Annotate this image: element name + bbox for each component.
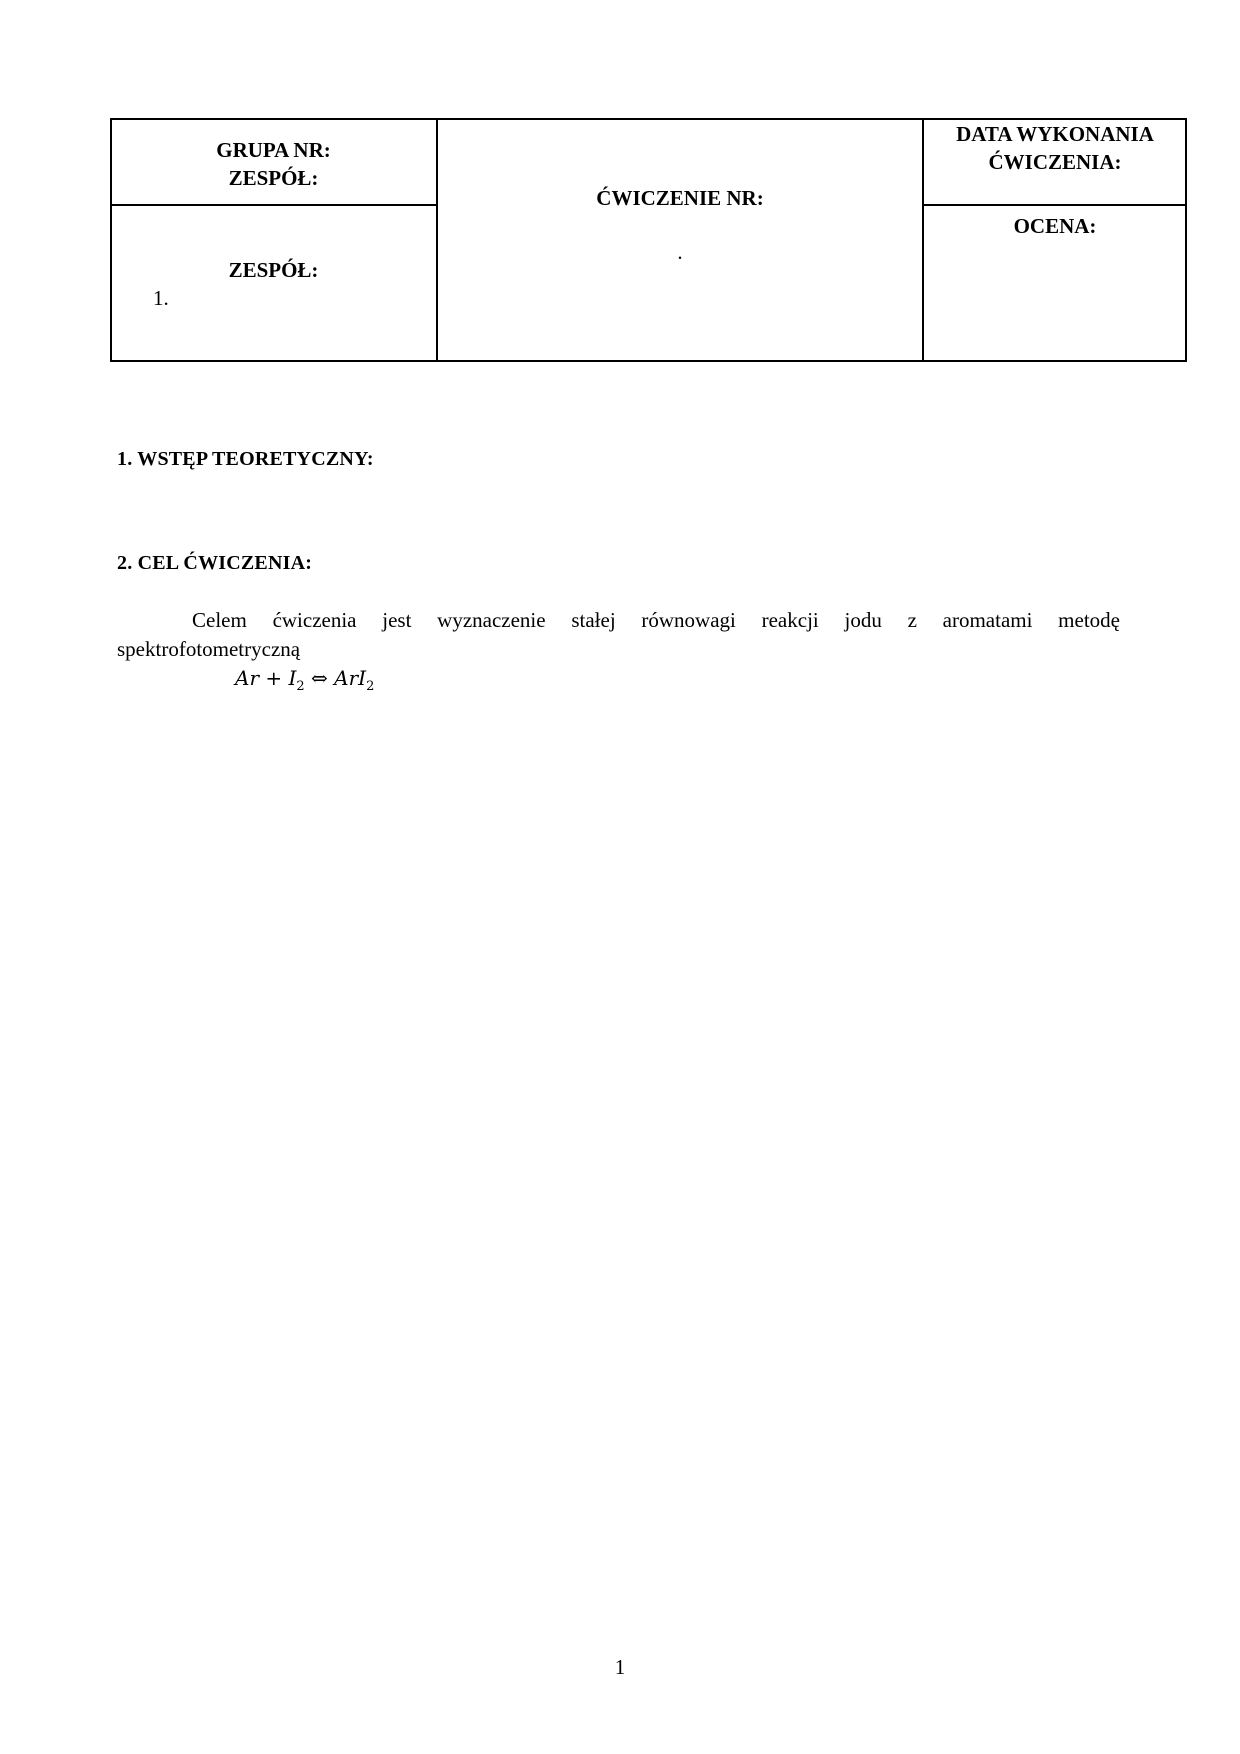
cwiczenie-value: . (677, 240, 683, 264)
grupa-label: GRUPA NR: (216, 138, 331, 162)
zespol-cell (110, 256, 437, 284)
data-wykonania-cell (923, 120, 1187, 176)
equilibrium-arrow-icon: ⇔ (311, 666, 328, 690)
formula-ar: Ar (235, 666, 260, 690)
cwiczenie-label: ĆWICZENIE NR: (596, 186, 764, 210)
data-wykonania-label-2: ĆWICZENIA: (988, 150, 1122, 174)
page-number: 1 (614, 1655, 626, 1679)
zespol-label: ZESPÓŁ: (228, 258, 319, 282)
header-table (110, 118, 1187, 362)
data-wykonania-label: DATA WYKONANIA (956, 122, 1154, 146)
zespol-item: 1. (153, 286, 169, 310)
formula-subscript: 2 (296, 679, 305, 694)
cwiczenie-cell (437, 184, 923, 266)
paragraph-line: Celem ćwiczenia jest wyznaczenie stałej równowagi reakcji jodu z aromatami metodę (192, 608, 1120, 632)
formula-iodine: I (288, 666, 297, 690)
paragraph-line: spektrofotometryczną (117, 637, 301, 661)
formula-product: ArI (334, 666, 367, 690)
formula-plus: + (265, 666, 283, 690)
section-heading-cel: 2. CEL ĆWICZENIA: (117, 552, 313, 574)
zespol-header-label: ZESPÓŁ: (228, 166, 319, 190)
ocena-cell (923, 212, 1187, 240)
cel-paragraph (117, 606, 1120, 664)
grupa-cell (110, 136, 437, 192)
ocena-label: OCENA: (1013, 214, 1097, 238)
reaction-formula (235, 666, 374, 694)
formula-subscript: 2 (366, 679, 375, 694)
table-divider (922, 204, 1187, 206)
section-heading-wstep: 1. WSTĘP TEORETYCZNY: (117, 448, 374, 470)
table-divider (110, 204, 437, 206)
